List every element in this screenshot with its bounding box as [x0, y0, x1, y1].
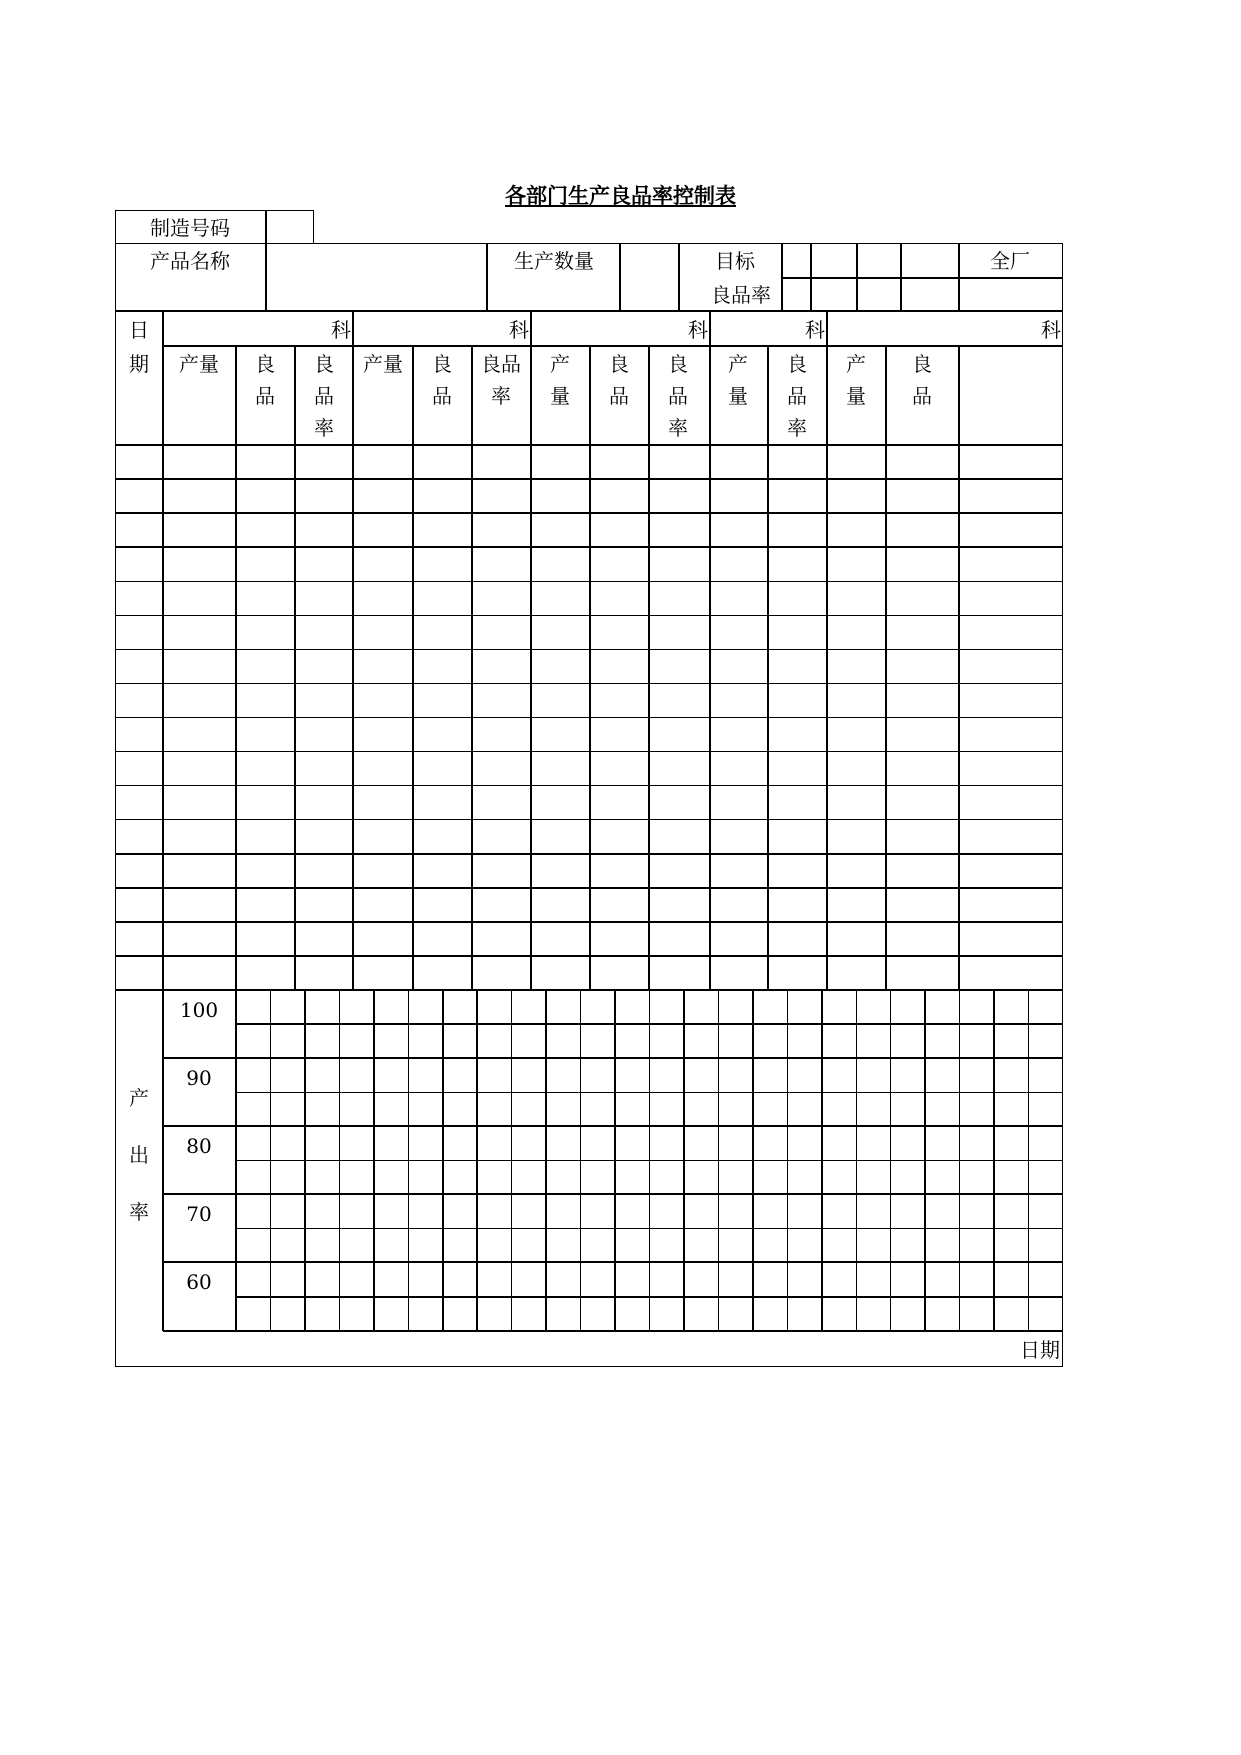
- dept-divider: [826, 311, 828, 346]
- col-qty-1: 产量: [179, 352, 219, 376]
- dept-5-label: 科: [1041, 318, 1061, 342]
- tick-band-line: [163, 1057, 1063, 1059]
- table-row-line: [115, 887, 1063, 889]
- chart-col-line: [649, 990, 651, 1331]
- chart-bottom-line: [163, 1330, 1063, 1332]
- table-row-line: [115, 683, 1063, 685]
- table-row-line: [115, 819, 1063, 821]
- chart-col-line: [442, 990, 444, 1331]
- target-rate-label: 良品率: [711, 283, 771, 307]
- table-row-line: [115, 546, 1063, 548]
- chart-col-line: [408, 990, 410, 1331]
- table-row-line: [115, 717, 1063, 719]
- chart-col-line: [339, 990, 341, 1331]
- chart-col-line: [614, 990, 616, 1331]
- y-tick-70: 70: [186, 1202, 212, 1226]
- chart-col-line: [373, 990, 375, 1331]
- chart-col-line: [304, 990, 306, 1331]
- y-tick-90: 90: [186, 1066, 212, 1090]
- dept-col-line: [709, 346, 711, 990]
- output-rate-label: 产 出 率: [129, 1086, 149, 1224]
- dept-col-line: [352, 346, 354, 990]
- chart-col-line: [890, 990, 892, 1331]
- chart-col-line: [959, 990, 961, 1331]
- sub-col-line: [412, 346, 414, 990]
- x-axis-label: 日期: [1020, 1338, 1060, 1362]
- col-qty-5: 产 量: [846, 352, 866, 408]
- table-row-line: [115, 649, 1063, 651]
- table-row-line: [115, 581, 1063, 583]
- chart-col-line: [821, 990, 823, 1331]
- qty-label: 生产数量: [514, 249, 594, 273]
- chart-col-line: [545, 990, 547, 1331]
- col-good-5: 良 品: [912, 352, 932, 408]
- chart-col-line: [993, 990, 995, 1331]
- col-good-3: 良 品: [609, 352, 629, 408]
- col-rate-1: 良 品 率: [314, 352, 334, 440]
- col-qty-2: 产量: [363, 352, 403, 376]
- chart-col-line: [580, 990, 582, 1331]
- chart-col-line: [787, 990, 789, 1331]
- col-qty-4: 产 量: [728, 352, 748, 408]
- column-header-bottom: [115, 444, 1063, 446]
- col-good-1: 良 品: [255, 352, 275, 408]
- tick-band-line: [163, 1193, 1063, 1195]
- col-good-2: 良 品: [432, 352, 452, 408]
- factory-label: 全厂: [990, 249, 1030, 273]
- sub-col-line: [235, 346, 237, 990]
- product-name-label: 产品名称: [150, 249, 230, 273]
- table-row-line: [115, 512, 1063, 514]
- header-bottom-line: [115, 310, 1063, 312]
- dept-divider: [530, 311, 532, 346]
- sub-col-line: [885, 346, 887, 990]
- chart-col-line: [856, 990, 858, 1331]
- chart-col-line: [924, 990, 926, 1331]
- col-qty-3: 产 量: [550, 352, 570, 408]
- date-label-1: 日: [129, 318, 149, 342]
- table-row-line: [115, 989, 1063, 991]
- table-row-line: [115, 853, 1063, 855]
- sub-col-line: [471, 346, 473, 990]
- dept-divider: [352, 311, 354, 346]
- mfg-no-label: 制造号码: [150, 216, 230, 240]
- dept-2-label: 科: [509, 318, 529, 342]
- dept-bottom-line: [163, 345, 1063, 347]
- y-tick-100: 100: [179, 998, 219, 1022]
- dept-col-line: [958, 346, 960, 990]
- tick-band-line: [163, 1261, 1063, 1263]
- col-rate-2-top: 良品 率: [481, 352, 521, 408]
- sub-col-line: [589, 346, 591, 990]
- target-label: 目标: [715, 249, 755, 273]
- table-row-line: [115, 751, 1063, 753]
- y-tick-80: 80: [186, 1134, 212, 1158]
- chart-col-line: [476, 990, 478, 1331]
- chart-col-line: [511, 990, 513, 1331]
- dept-3-label: 科: [688, 318, 708, 342]
- chart-col-line: [752, 990, 754, 1331]
- page-title: 各部门生产良品率控制表: [505, 183, 736, 208]
- date-col-line: [162, 311, 164, 1331]
- sub-col-line: [294, 346, 296, 990]
- table-row-line: [115, 955, 1063, 957]
- chart-col-line: [1028, 990, 1030, 1331]
- tick-band-line: [163, 1125, 1063, 1127]
- dept-1-label: 科: [331, 318, 351, 342]
- sub-col-line: [648, 346, 650, 990]
- dept-divider: [709, 311, 711, 346]
- y-tick-60: 60: [186, 1270, 212, 1294]
- col-rate-4: 良 品 率: [787, 352, 807, 440]
- sub-col-line: [767, 346, 769, 990]
- table-row-line: [115, 785, 1063, 787]
- col-rate-3: 良 品 率: [668, 352, 688, 440]
- date-label-2: 期: [129, 352, 149, 376]
- grid-line: [959, 277, 1063, 279]
- chart-col-line: [683, 990, 685, 1331]
- dept-col-line: [530, 346, 532, 990]
- table-row-line: [115, 921, 1063, 923]
- dept-4-label: 科: [805, 318, 825, 342]
- dept-col-line: [826, 346, 828, 990]
- table-row-line: [115, 478, 1063, 480]
- chart-col-line: [718, 990, 720, 1331]
- table-row-line: [115, 615, 1063, 617]
